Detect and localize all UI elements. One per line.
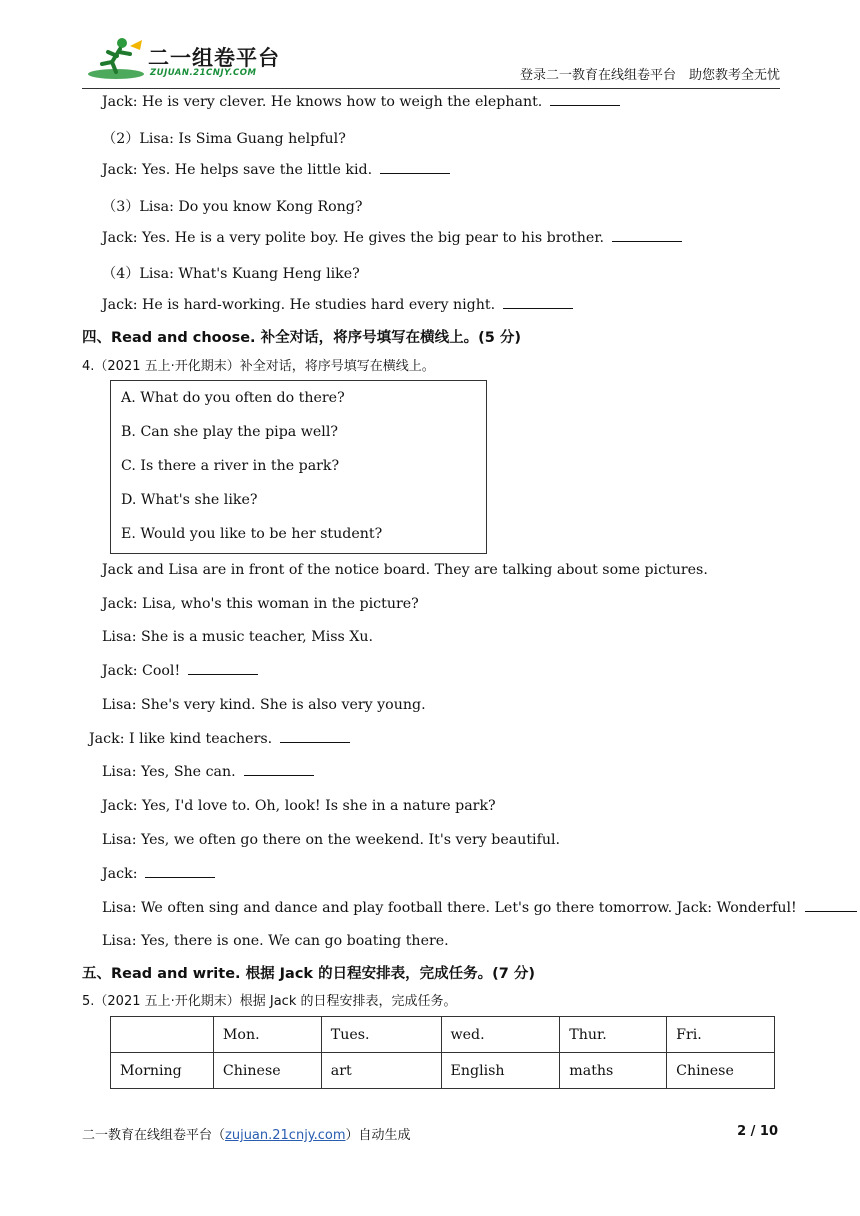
answer-blank[interactable] (280, 732, 350, 743)
dialogue-line: Jack: Yes. He is a very polite boy. He gives the big pear to his brother. (102, 230, 682, 246)
table-cell (111, 1017, 214, 1053)
dialogue-line: Jack: Cool! (102, 663, 258, 679)
table-cell: Morning (111, 1053, 214, 1089)
site-logo[interactable] (86, 34, 286, 84)
option-d: D. What's she like? (121, 492, 258, 508)
question-4-prompt: 4.（2021 五上·开化期末）补全对话，将序号填写在横线上。 (82, 359, 435, 374)
dialogue-line: Jack and Lisa are in front of the notice board. They are talking about some pictures. (102, 562, 708, 578)
table-header-row (111, 1017, 775, 1053)
dialogue-line: Jack: Yes. He helps save the little kid. (102, 162, 450, 178)
dialogue-line: Jack: Lisa, who's this woman in the picture? (102, 596, 419, 612)
option-a: A. What do you often do there? (121, 390, 345, 406)
dialogue-line: Lisa: We often sing and dance and play football there. Let's go there tomorrow. Jack: Wonderful! (102, 900, 857, 916)
table-cell: Chinese (667, 1053, 775, 1089)
options-box (110, 380, 487, 554)
answer-blank[interactable] (805, 901, 857, 912)
table-cell: maths (560, 1053, 667, 1089)
dialogue-line: Lisa: She is a music teacher, Miss Xu. (102, 629, 374, 645)
dialogue-line: Lisa: Yes, She can. (102, 764, 314, 780)
table-cell: Mon. (213, 1017, 321, 1053)
schedule-table (110, 1016, 775, 1089)
dialogue-line: Lisa: She's very kind. She is also very young. (102, 697, 426, 713)
question-5-prompt: 5.（2021 五上·开化期末）根据 Jack 的日程安排表，完成任务。 (82, 994, 457, 1009)
dialogue-line: Jack: He is very clever. He knows how to weigh the elephant. (102, 94, 620, 110)
dialogue-line: （4）Lisa: What's Kuang Heng like? (102, 266, 360, 282)
answer-blank[interactable] (145, 867, 215, 878)
table-cell: English (441, 1053, 560, 1089)
logo-subtitle: ZUJUAN.21CNJY.COM (150, 68, 257, 78)
footer-link[interactable]: zujuan.21cnjy.com (225, 1128, 346, 1143)
section-5-title: 五、Read and write. 根据 Jack 的日程安排表，完成任务。(7 分) (82, 966, 535, 982)
table-cell: Thur. (560, 1017, 667, 1053)
dialogue-line: Lisa: Yes, there is one. We can go boating there. (102, 933, 449, 949)
answer-blank[interactable] (550, 95, 620, 106)
table-cell: Fri. (667, 1017, 775, 1053)
page-number: 2 / 10 (737, 1124, 778, 1139)
answer-blank[interactable] (188, 664, 258, 675)
table-cell: Chinese (213, 1053, 321, 1089)
dialogue-line: Jack: I like kind teachers. (89, 731, 350, 747)
dialogue-line: Jack: (102, 866, 215, 882)
dialogue-line: （2）Lisa: Is Sima Guang helpful? (102, 131, 346, 147)
page-header (82, 34, 780, 89)
answer-blank[interactable] (244, 765, 314, 776)
answer-blank[interactable] (380, 163, 450, 174)
dialogue-line: （3）Lisa: Do you know Kong Rong? (102, 199, 363, 215)
dialogue-line: Lisa: Yes, we often go there on the weekend. It's very beautiful. (102, 832, 561, 848)
answer-blank[interactable] (612, 231, 682, 242)
logo-title: 二一组卷平台 (148, 46, 280, 70)
option-b: B. Can she play the pipa well? (121, 424, 338, 440)
table-cell: wed. (441, 1017, 560, 1053)
dialogue-line: Jack: Yes, I'd love to. Oh, look! Is she in a nature park? (102, 798, 496, 814)
option-e: E. Would you like to be her student? (121, 526, 383, 542)
table-cell: Tues. (321, 1017, 441, 1053)
header-tagline: 登录二一教育在线组卷平台 助您教考全无忧 (519, 68, 780, 83)
answer-blank[interactable] (503, 298, 573, 309)
table-cell: art (321, 1053, 441, 1089)
page-footer: 二一教育在线组卷平台（zujuan.21cnjy.com）自动生成 (82, 1128, 411, 1143)
runner-logo-icon (86, 34, 146, 84)
dialogue-line: Jack: He is hard-working. He studies hard every night. (102, 297, 573, 313)
option-c: C. Is there a river in the park? (121, 458, 340, 474)
table-row (111, 1053, 775, 1089)
section-4-title: 四、Read and choose. 补全对话，将序号填写在横线上。(5 分) (82, 330, 521, 346)
